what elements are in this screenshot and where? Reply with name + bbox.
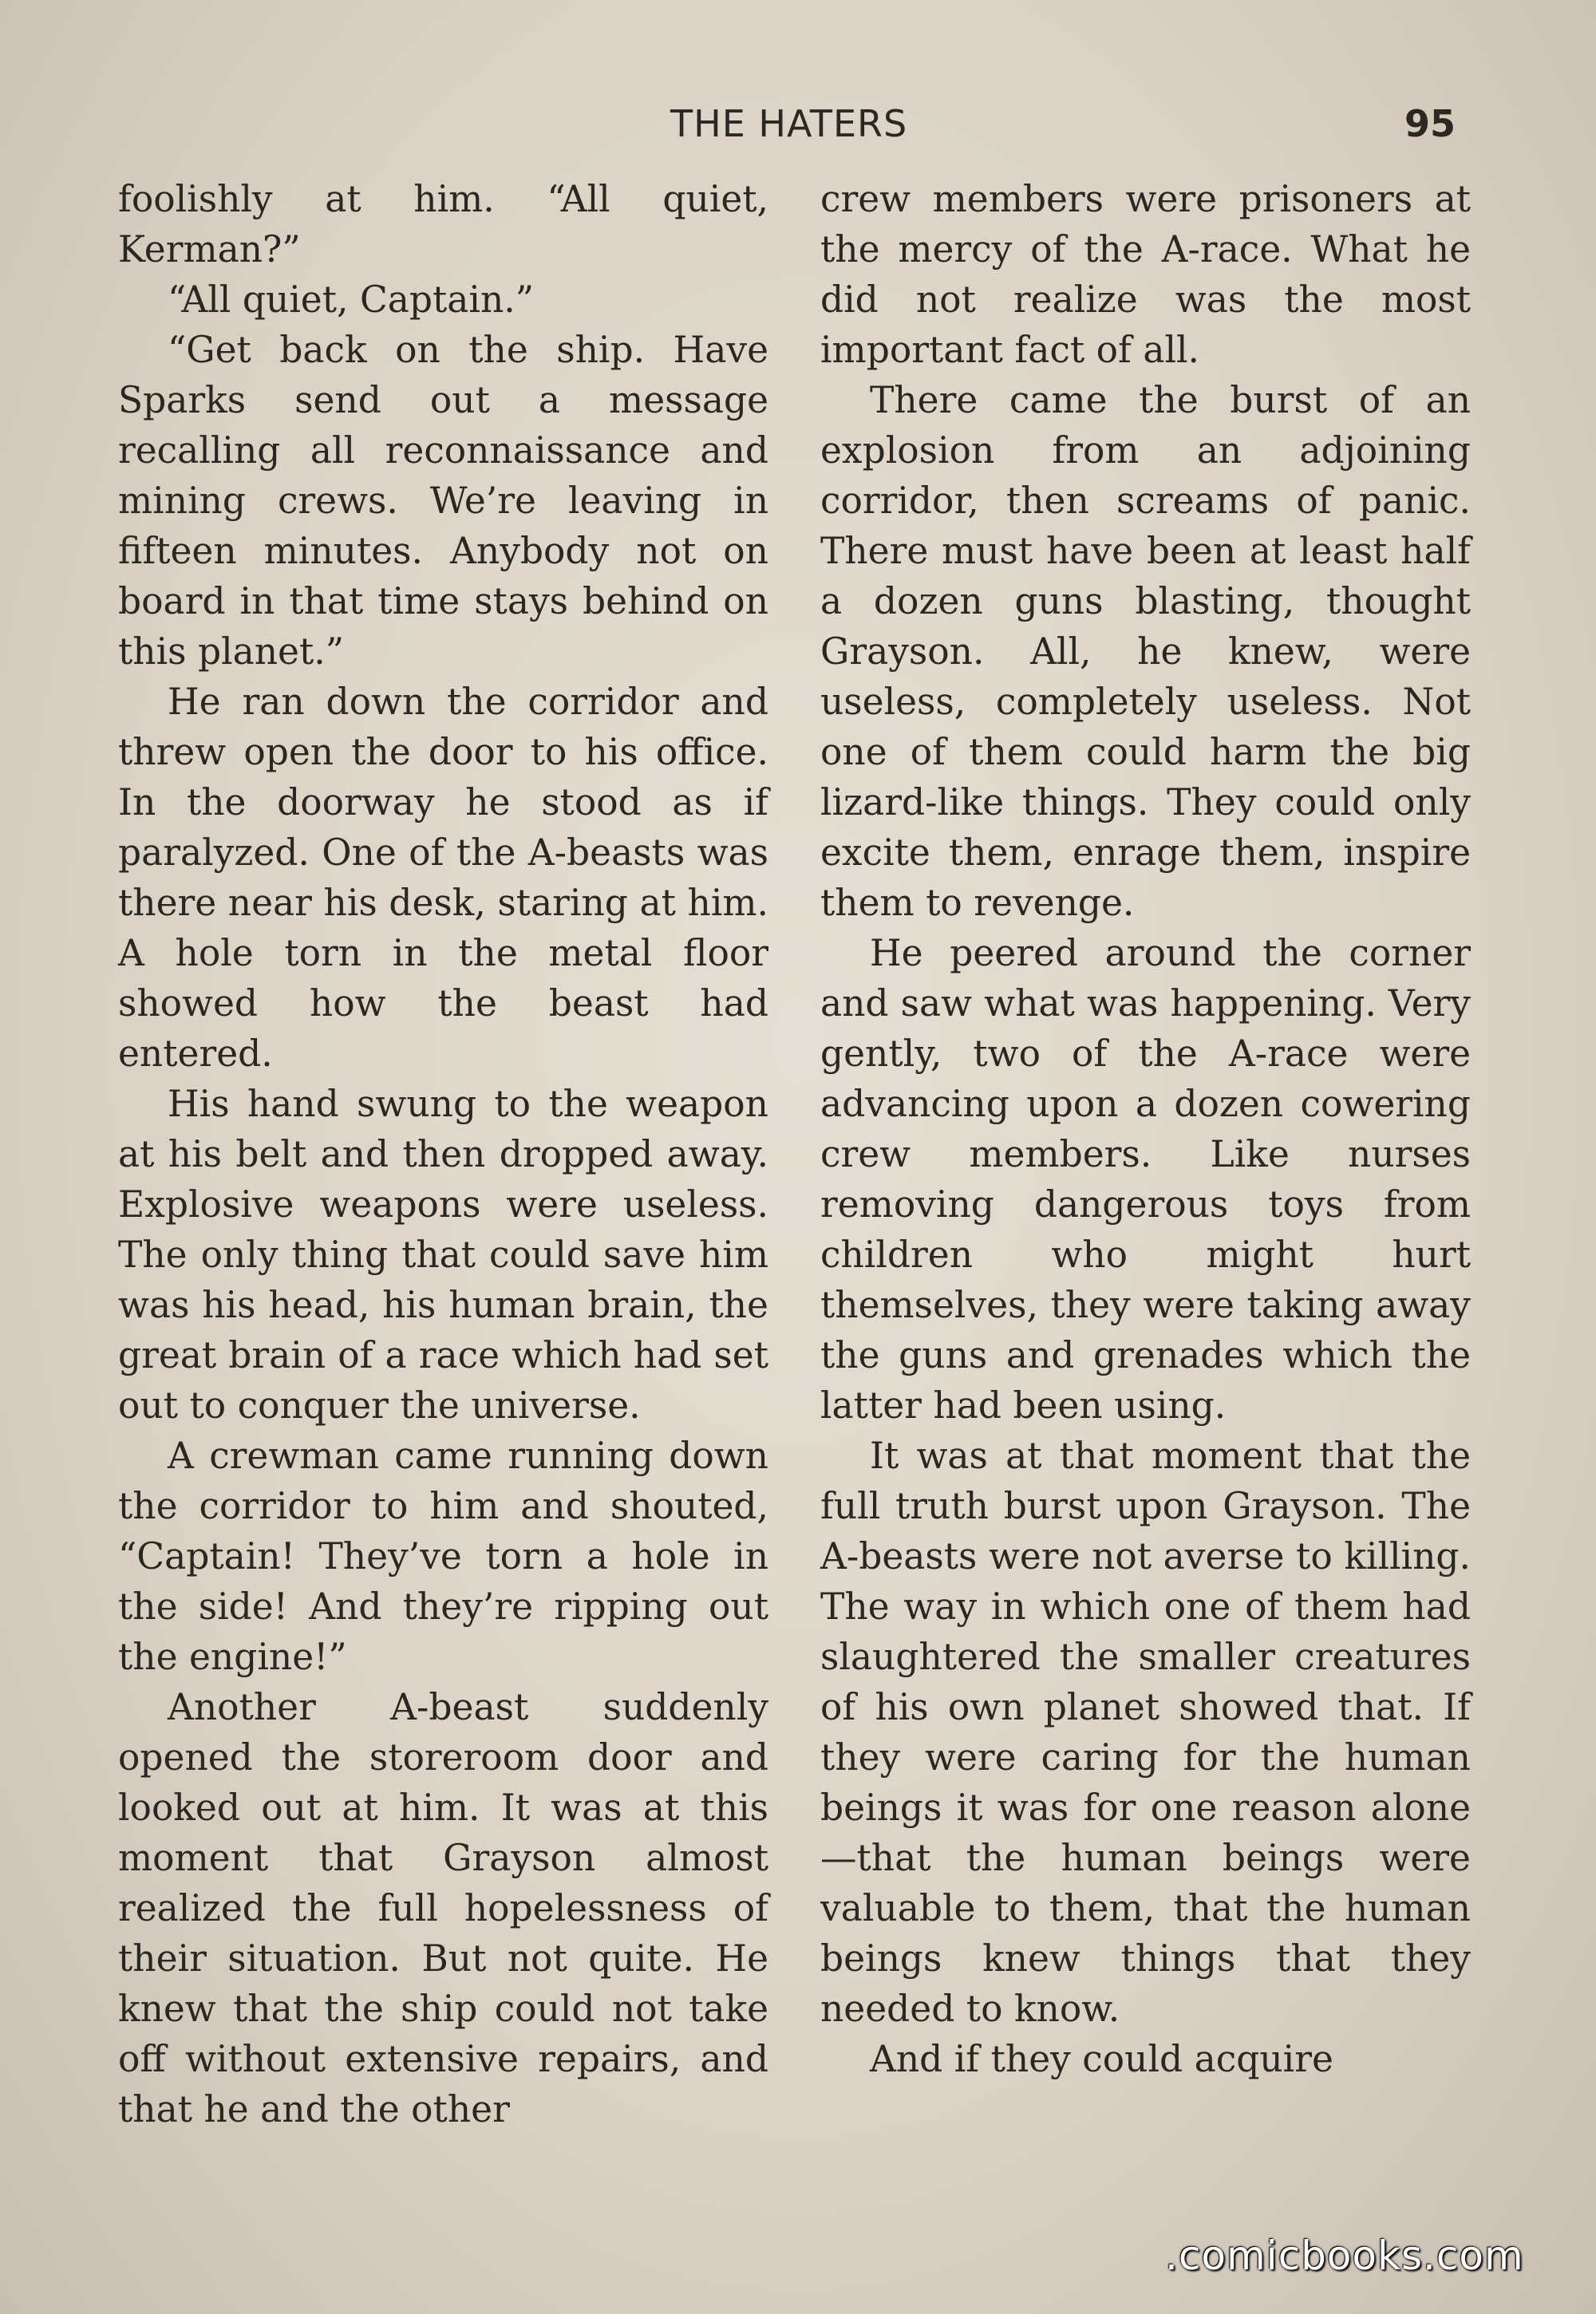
paragraph: He ran down the corridor and threw open the door to his office. In the doorway he stood as if paralyzed. One of the A-beasts was there near his desk, staring at him. A hole torn in the metal floor showed how the beast had entered. — [118, 681, 768, 1075]
paragraph: “Get back on the ship. Have Sparks send out a message recalling all reconnaissance and mining crews. We’re leaving in fifteen minutes. Anybody not on board in that time stays behind on this planet.” — [118, 329, 768, 673]
paragraph: “All quiet, Captain.” — [168, 278, 534, 321]
running-head — [0, 102, 1596, 150]
page-number: 95 — [1404, 102, 1456, 145]
left-column — [118, 174, 768, 2134]
paragraph: His hand swung to the weapon at his belt and then dropped away. Explosive weapons were useless. The only thing that could save him was his head, his human brain, the great brain of a race which had set out to conquer the universe. — [118, 1083, 768, 1427]
paragraph: A crewman came running down the corridor to him and shouted, “Captain! They’ve torn a hole in the side! And they’re ripping out the engine!” — [118, 1435, 768, 1678]
running-head-title: THE HATERS — [670, 102, 908, 145]
paragraph: Another A-beast suddenly opened the storeroom door and looked out at him. It was at this moment that Grayson almost realized the full hopelessness of their situation. But not quite. He knew that the ship could not take off without extensive repairs, and that he and the other — [118, 1686, 768, 2130]
paragraph: It was at that moment that the full truth burst upon Grayson. The A-beasts were not averse to killing. The way in which one of them had slaughtered the smaller creatures of his own planet showed that. If they were caring for the human beings it was for one reason alone—that the human beings were valuable to them, that the human beings knew things that they needed to know. — [820, 1435, 1471, 2030]
right-column — [820, 174, 1471, 2084]
paragraph: He peered around the corner and saw what was happening. Very gently, two of the A-race were advancing upon a dozen cowering crew members. Like nurses removing dangerous toys from children who might hurt themselves, they were taking away the guns and grenades which the latter had been using. — [820, 932, 1471, 1427]
paragraph: There came the burst of an explosion from an adjoining corridor, then screams of panic. There must have been at least half a dozen guns blasting, thought Grayson. All, he knew, were useless, completely useless. Not one of them could harm the big lizard-like things. They could only excite them, enrage them, inspire them to revenge. — [820, 379, 1471, 924]
source-watermark: .comicbooks.com — [1165, 2233, 1524, 2279]
paragraph: crew members were prisoners at the mercy of the A-race. What he did not realize was the most important fact of all. — [820, 178, 1471, 371]
paragraph: foolishly at him. “All quiet, Kerman?” — [118, 178, 768, 270]
paragraph: And if they could acquire — [870, 2038, 1333, 2080]
